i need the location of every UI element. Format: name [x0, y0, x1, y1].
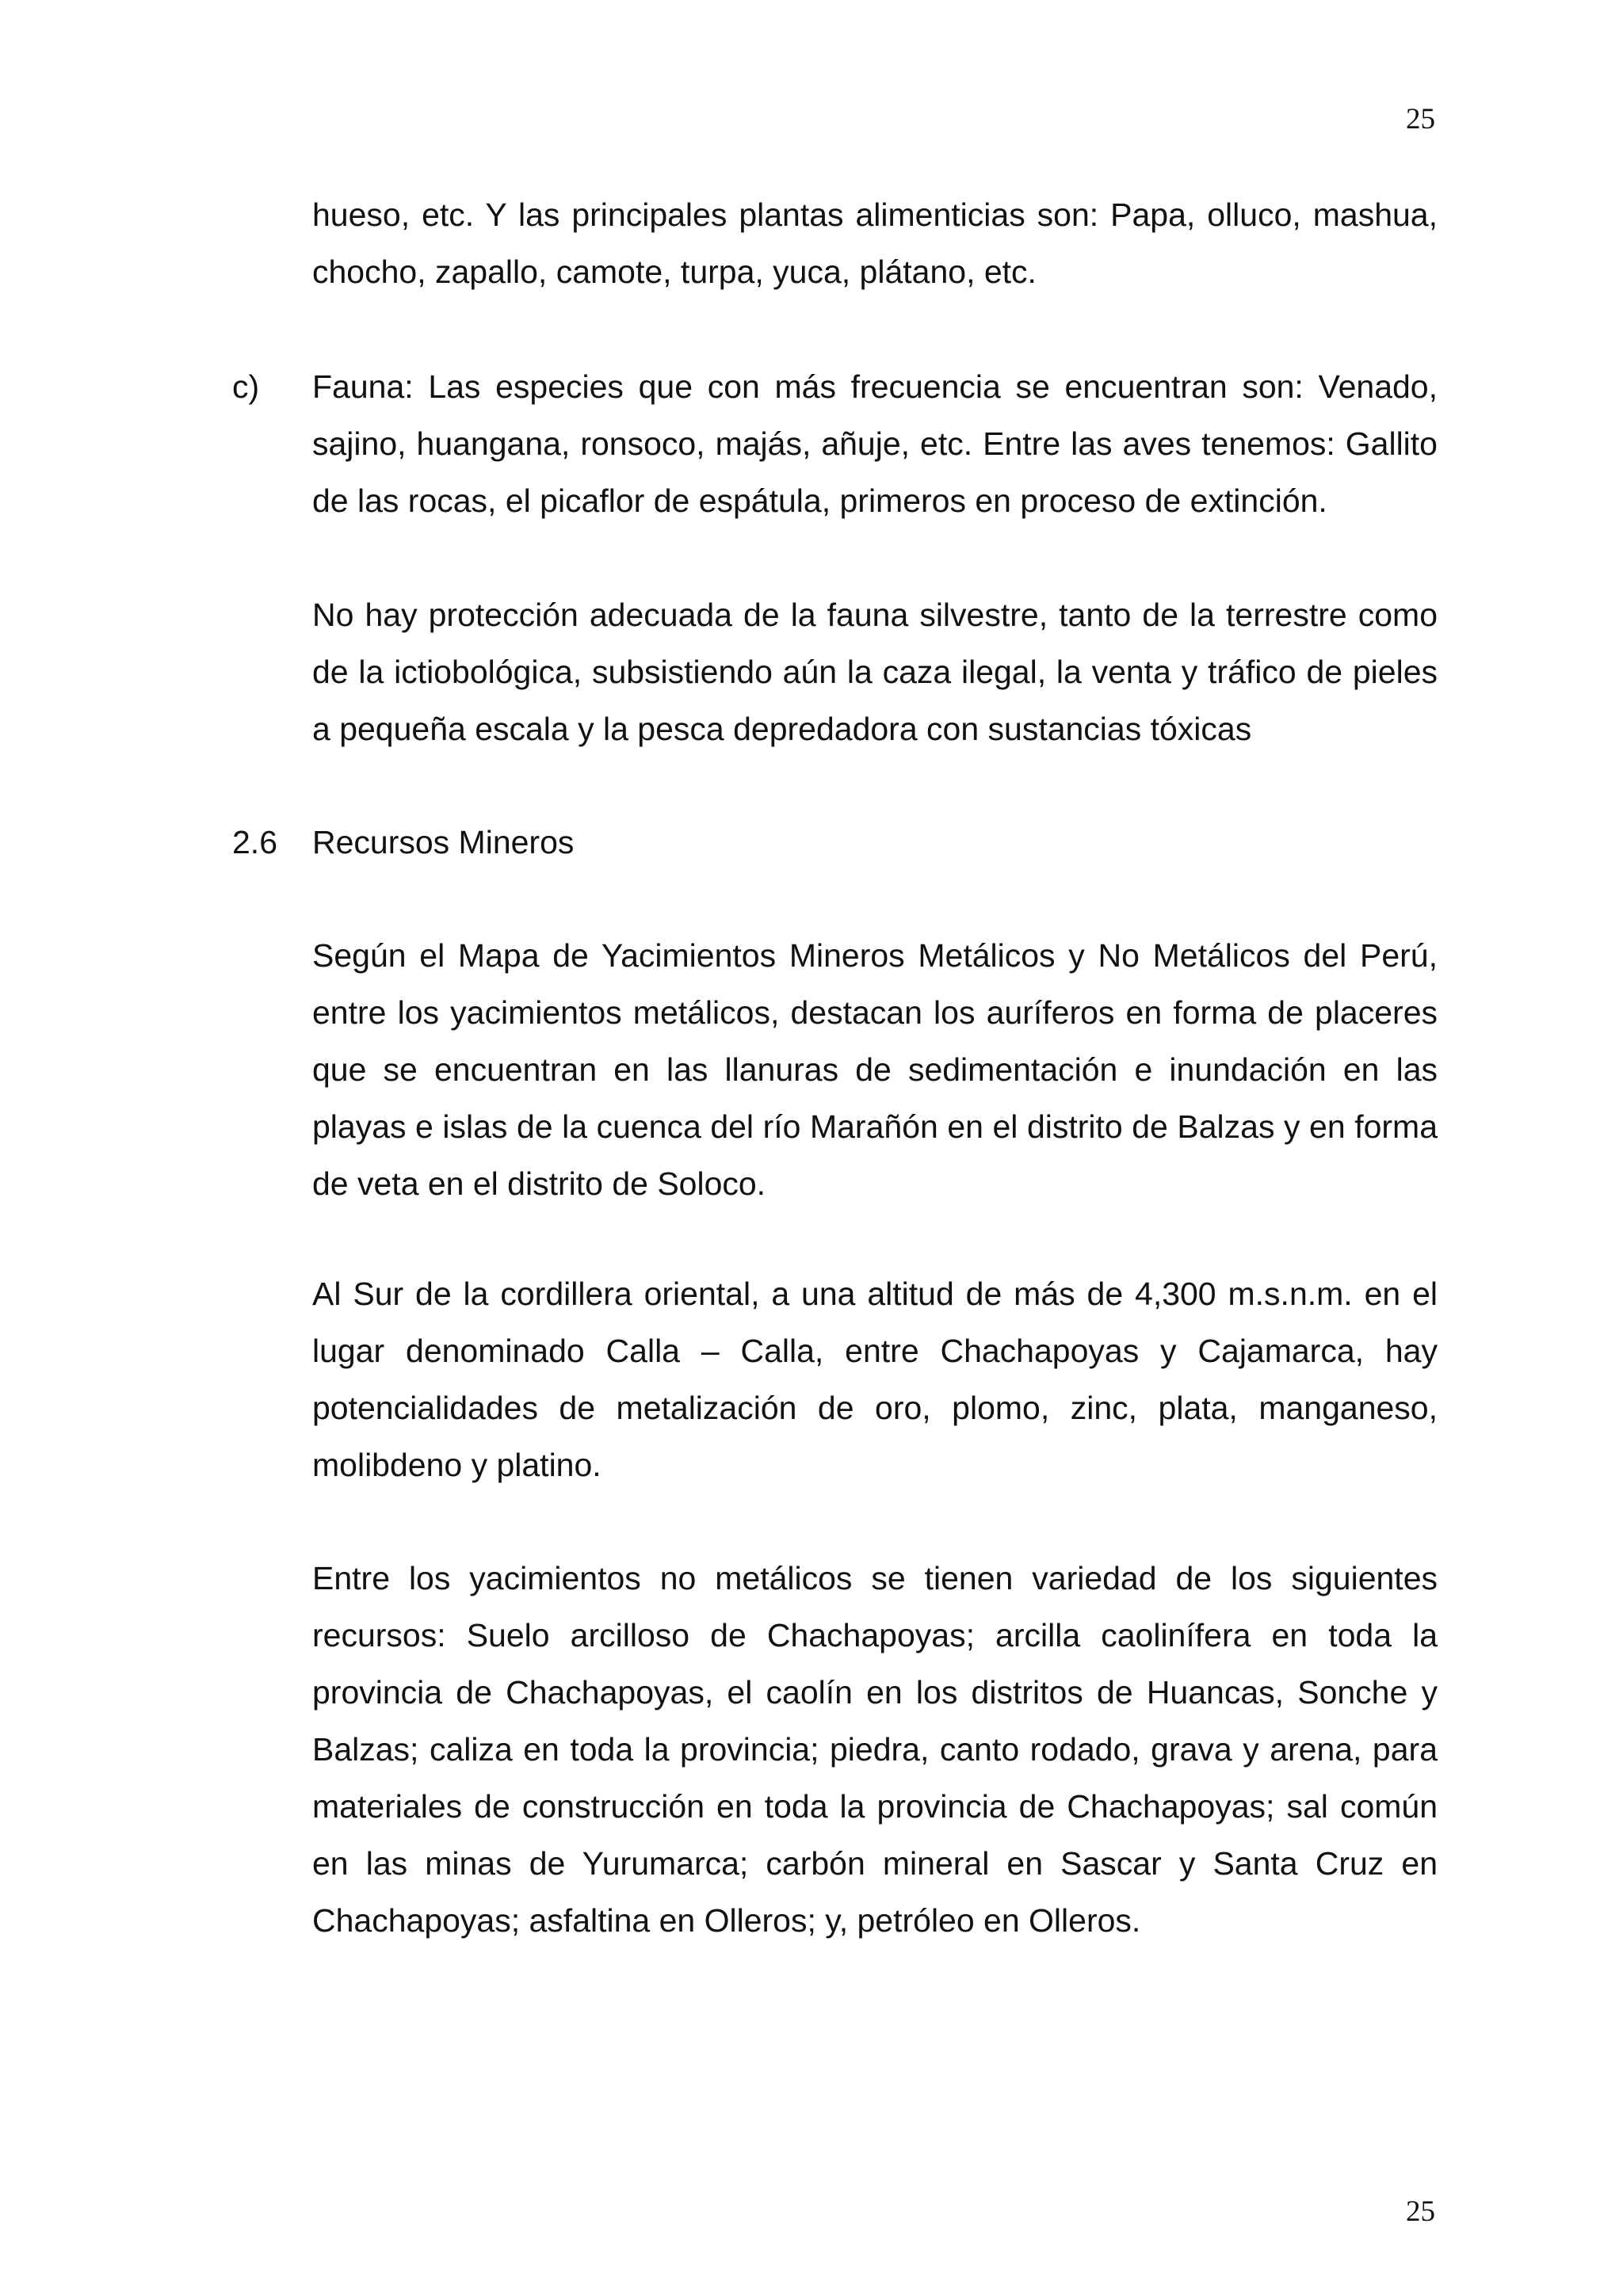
page-number-bottom: 25 [1406, 2195, 1435, 2228]
section-heading: Recursos Mineros [312, 824, 575, 860]
paragraph-non-metal-deposits: Entre los yacimientos no metálicos se tienen variedad de los siguientes recursos: Suelo arcilloso de Chachapoyas; arcilla caolinífera en toda la provincia de Chachapoyas, el caolín en los distritos de Huancas, Sonche y Balzas; caliza en toda la provincia; piedra, canto rodado, grava y arena, para materiales de construcción en toda la provincia de Chachapoyas; sal común en las minas de Yurumarca; carbón mineral en Sascar y Santa Cruz en Chachapoyas; asfaltina en Olleros; y, petróleo en Olleros. [312, 1560, 1438, 1939]
paragraph-fauna: Fauna: Las especies que con más frecuencia se encuentran son: Venado, sajino, huangana, ronsoco, majás, añuje, etc. Entre las aves tenemos: Gallito de las rocas, el picaflor de espátula, primeros en proceso de extinción. [312, 368, 1438, 519]
paragraph-metal-deposits: Según el Mapa de Yacimientos Mineros Metálicos y No Metálicos del Perú, entre los yacimientos metálicos, destacan los auríferos en forma de placeres que se encuentran en las llanuras de sedimentación e inundación en las playas e islas de la cuenca del río Marañón en el distrito de Balzas y en forma de veta en el distrito de Soloco. [312, 937, 1438, 1202]
paragraph-food-plants: hueso, etc. Y las principales plantas alimenticias son: Papa, olluco, mashua, chocho, zapallo, camote, turpa, yuca, plátano, etc. [312, 196, 1438, 290]
paragraph-southern-cordillera: Al Sur de la cordillera oriental, a una altitud de más de 4,300 m.s.n.m. en el lugar denominado Calla – Calla, entre Chachapoyas y Cajamarca, hay potencialidades de metalización de oro, plomo, zinc, plata, manganeso, molibdeno y platino. [312, 1276, 1438, 1483]
section-number: 2.6 [232, 824, 277, 860]
paragraph-fauna-protection: No hay protección adecuada de la fauna silvestre, tanto de la terrestre como de la ictiobológica, subsistiendo aún la caza ilegal, la venta y tráfico de pieles a pequeña escala y la pesca depredadora con sustancias tóxicas [312, 597, 1438, 747]
page-number-top: 25 [1406, 103, 1435, 135]
list-marker-c: c) [232, 368, 260, 405]
